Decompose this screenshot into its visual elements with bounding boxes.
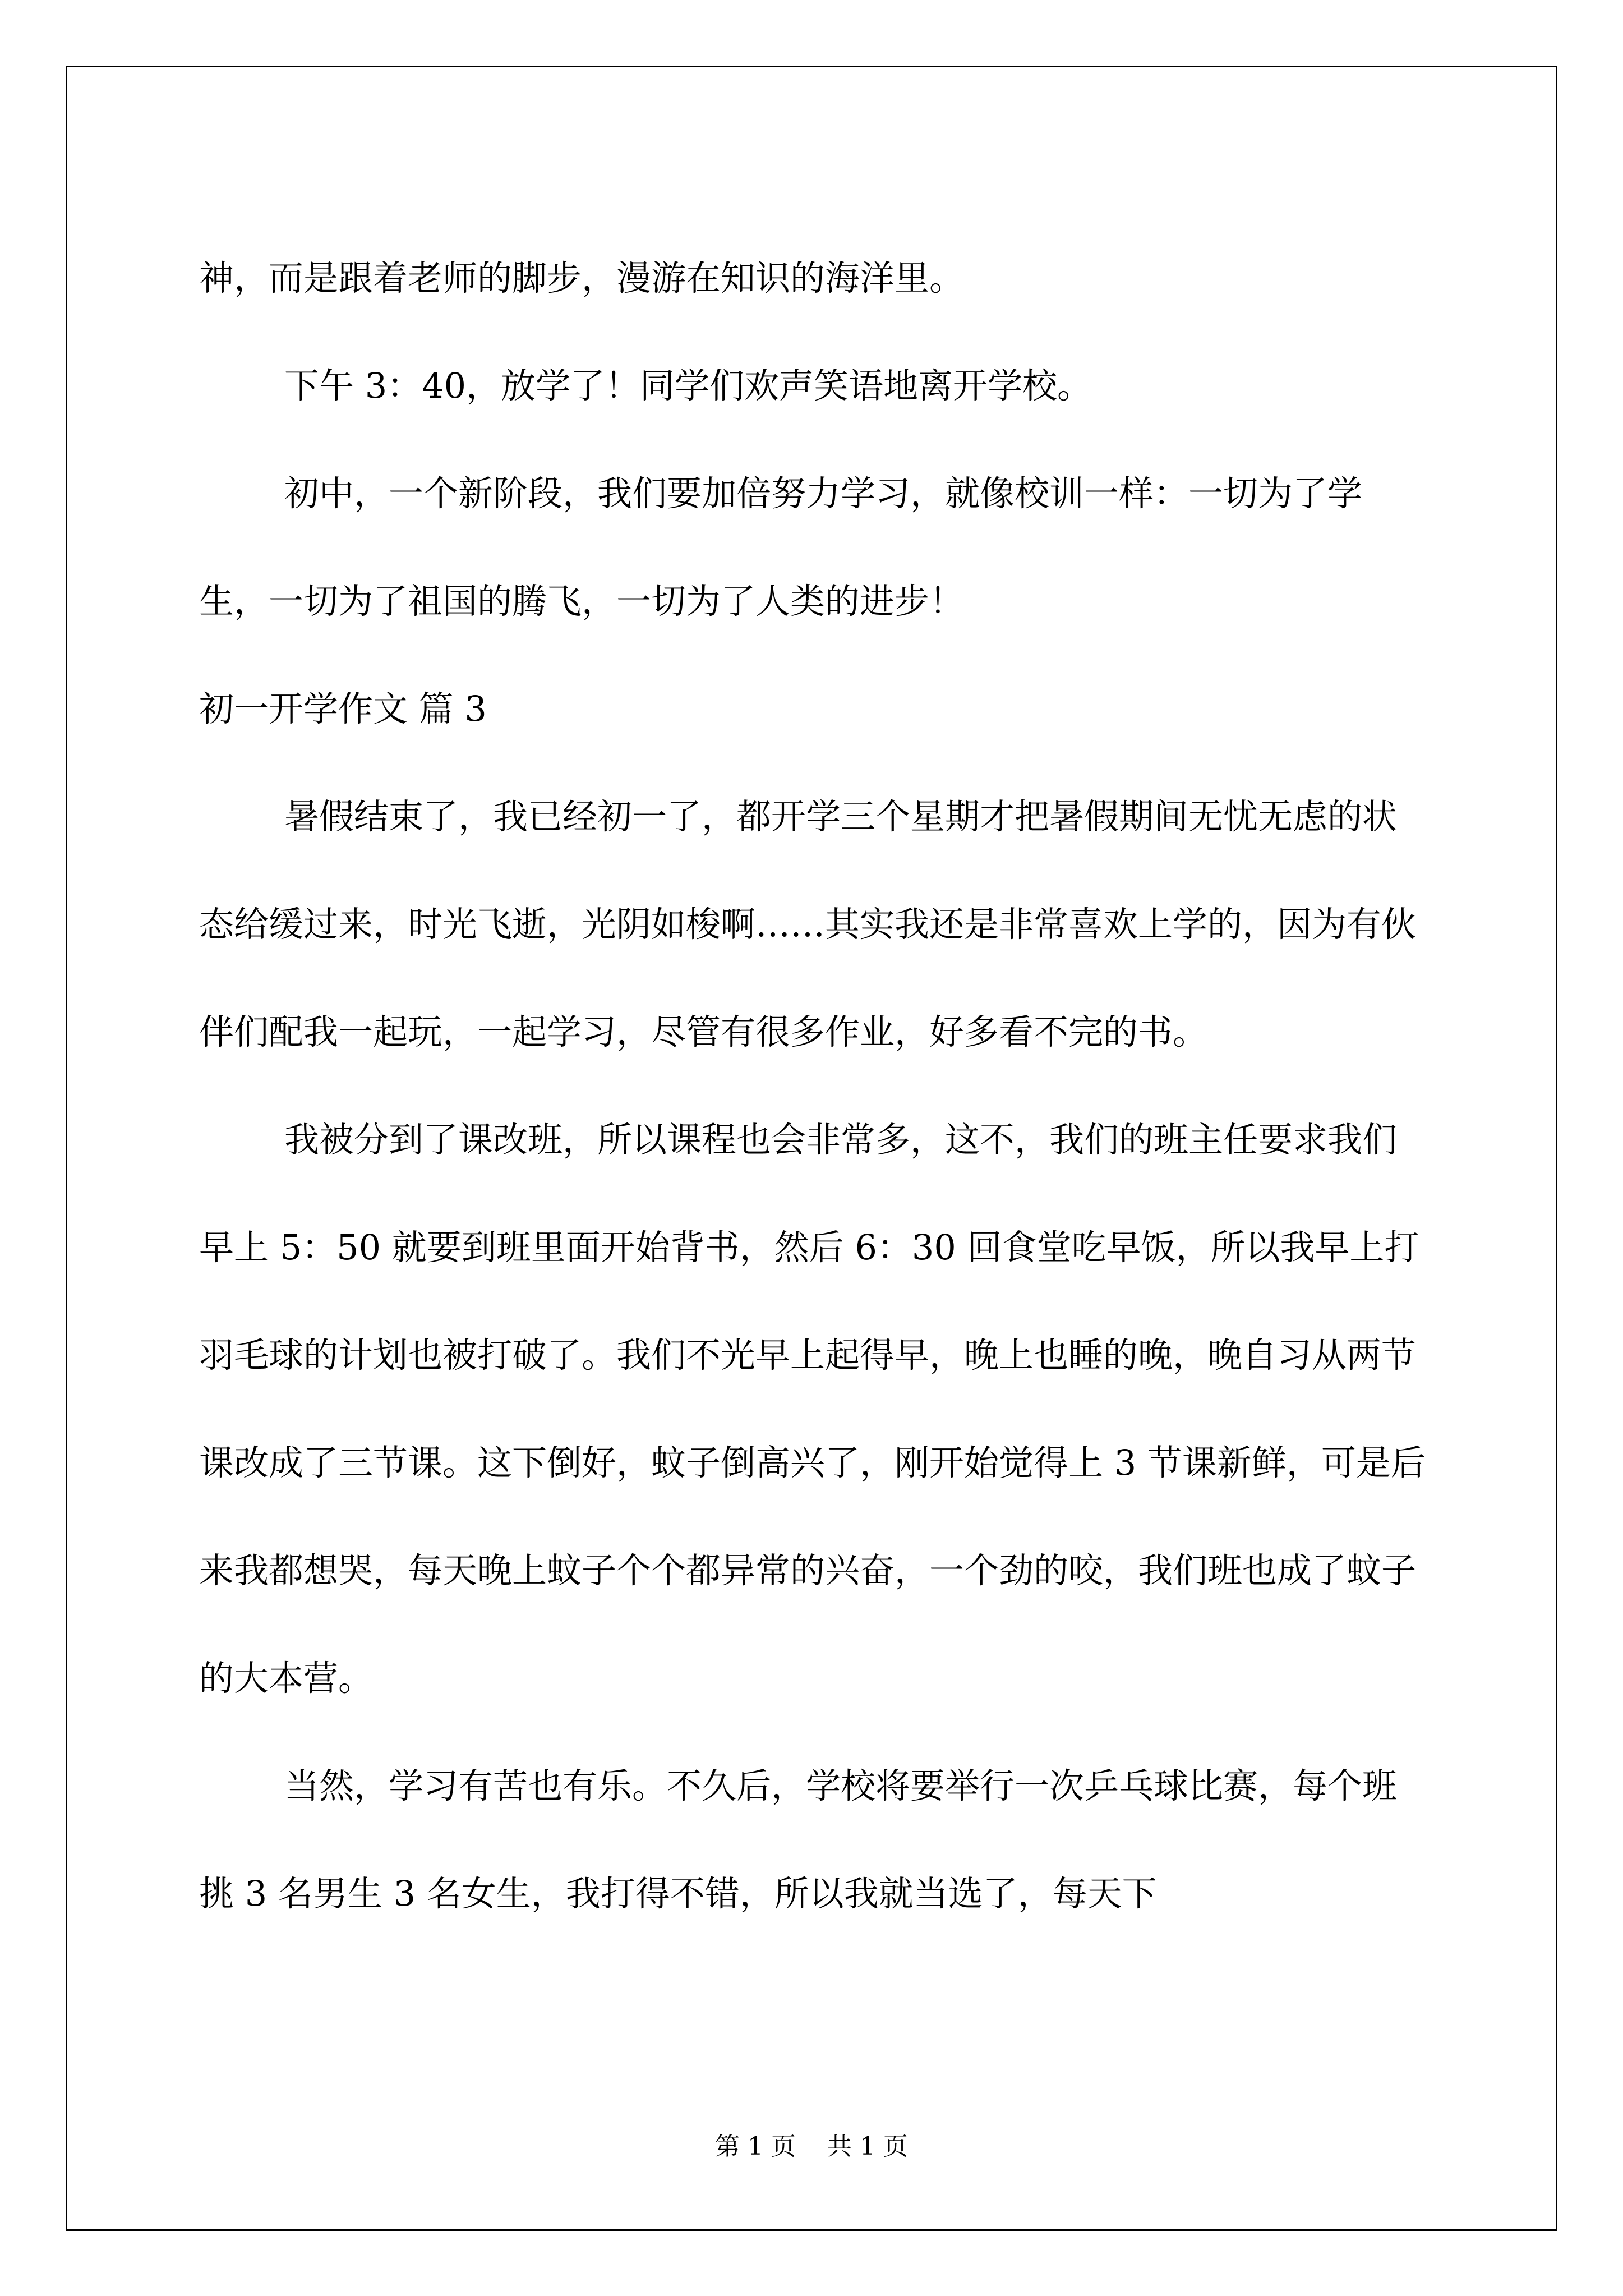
paragraph-6: 当然，学习有苦也有乐。不久后，学校将要举行一次乒乓球比赛，每个班挑 3 名男生 3 名女生，我打得不错，所以我就当选了，每天下 (199, 1765, 1398, 1914)
paragraph-1: 神，而是跟着老师的脚步，漫游在知识的海洋里。 (199, 257, 965, 298)
paragraph-2: 下午 3：40，放学了！同学们欢声笑语地离开学校。 (284, 365, 1092, 406)
document-body (199, 224, 1427, 1948)
page-footer: 第 1 页 共 1 页 (715, 2132, 908, 2161)
paragraph-5: 我被分到了课改班，所以课程也会非常多，这不，我们的班主任要求我们早上 5：50 就要到班里面开始背书，然后 6：30 回食堂吃早饭，所以我早上打羽毛球的计划也被打破了。我们不光早上起得早，晚上也睡的晚，晚自习从两节课改成了三节课。这下倒好，蚊子倒高兴了，刚开始觉得上 3 节课新鲜，可是后来我都想哭，每天晚上蚊子个个都异常的兴奋，一个劲的咬，我们班也成了蚊子的大本营。 (199, 1119, 1426, 1699)
paragraph-3: 初中，一个新阶段，我们要加倍努力学习，就像校训一样：一切为了学生，一切为了祖国的腾飞，一切为了人类的进步！ (199, 473, 1363, 622)
paragraph-4: 暑假结束了，我已经初一了，都开学三个星期才把暑假期间无忧无虑的状态给缓过来，时光飞逝，光阴如梭啊……其实我还是非常喜欢上学的，因为有伙伴们配我一起玩，一起学习，尽管有很多作业，好多看不完的书。 (199, 796, 1417, 1052)
section-title: 初一开学作文 篇 3 (199, 688, 487, 729)
